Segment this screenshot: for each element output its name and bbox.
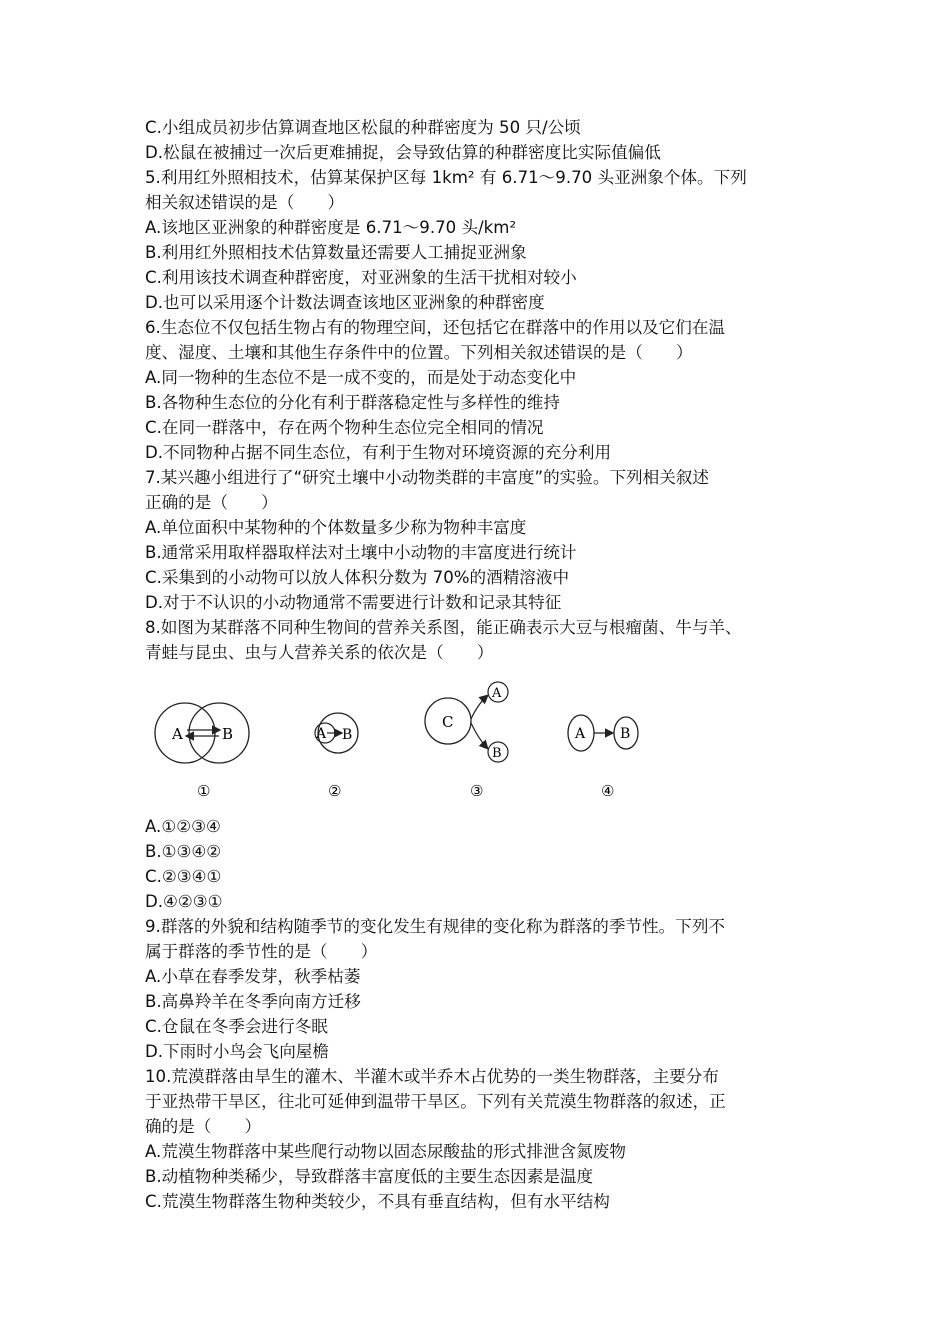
question-6-stem: 6.生态位不仅包括生物占有的物理空间，还包括它在群落中的作用以及它们在温 [145, 318, 726, 337]
question-9-stem: 属于群落的季节性的是（ ） [145, 942, 378, 961]
diagram-1-circle-b [189, 703, 249, 763]
question-10-stem: 确的是（ ） [145, 1117, 262, 1136]
question-5-option-d: D.也可以采用逐个计数法调查该地区亚洲象的种群密度 [145, 293, 545, 312]
question-7-stem: 7.某兴趣小组进行了“研究土壤中小动物类群的丰富度”的实验。下列相关叙述 [145, 468, 710, 487]
diagram-4-predation [568, 715, 638, 800]
diagram-1-circle-a [155, 703, 215, 763]
question-6-option-c: C.在同一群落中，存在两个物种生态位完全相同的情况 [145, 418, 544, 437]
diagram-3-label-a: A [492, 686, 502, 701]
question-7-option-a: A.单位面积中某物种的个体数量多少称为物种丰富度 [145, 518, 527, 537]
diagram-2-parasitism [315, 713, 358, 800]
question-5-stem: 5.利用红外照相技术，估算某保护区每 1km² 有 6.71～9.70 头亚洲象个体。下列 [145, 168, 747, 187]
question-7-option-c: C.采集到的小动物可以放人体积分数为 70%的酒精溶液中 [145, 568, 570, 587]
diagram-4-number: ④ [601, 782, 615, 800]
question-8-option-b: B.①③④② [145, 842, 222, 861]
question-9-stem: 9.群落的外貌和结构随季节的变化发生有规律的变化称为群落的季节性。下列不 [145, 917, 726, 936]
diagram-1-label-a: A [172, 725, 183, 743]
diagram-4-label-b: B [620, 726, 631, 742]
question-6-option-d: D.不同物种占据不同生态位，有利于生物对环境资源的充分利用 [145, 443, 612, 462]
diagram-2-label-a: A [316, 726, 327, 742]
question-8-option-c: C.②③④① [145, 867, 222, 886]
question-7-option-b: B.通常采用取样器取样法对土壤中小动物的丰富度进行统计 [145, 543, 577, 562]
diagram-1-mutualism [155, 703, 249, 800]
diagram-3-arrow-ca [471, 696, 487, 719]
diagram-3-label-c: C [442, 713, 454, 731]
diagram-3-competition [425, 682, 508, 800]
diagram-2-number: ② [328, 782, 342, 800]
question-6-stem: 度、湿度、土壤和其他生存条件中的位置。下列相关叙述错误的是（ ） [145, 343, 693, 362]
question-6-option-b: B.各物种生态位的分化有利于群落稳定性与多样性的维持 [145, 393, 560, 412]
question-5-option-b: B.利用红外照相技术估算数量还需要人工捕捉亚洲象 [145, 243, 527, 262]
question-10-option-a: A.荒漠生物群落中某些爬行动物以固态尿酸盐的形式排泄含氮废物 [145, 1142, 626, 1161]
diagram-3-number: ③ [470, 782, 484, 800]
diagram-3-label-b: B [492, 746, 502, 761]
question-5-stem: 相关叙述错误的是（ ） [145, 193, 345, 212]
question-9-option-a: A.小草在春季发芽，秋季枯萎 [145, 967, 361, 986]
question-8-option-d: D.④②③① [145, 892, 223, 911]
question-10-option-c: C.荒漠生物群落生物种类较少，不具有垂直结构，但有水平结构 [145, 1192, 610, 1211]
text-line: C.小组成员初步估算调查地区松鼠的种群密度为 50 只/公顷 [145, 118, 581, 137]
relationship-figure [145, 672, 665, 807]
question-5-option-c: C.利用该技术调查种群密度，对亚洲象的生活干扰相对较小 [145, 268, 577, 287]
diagram-1-number: ① [197, 782, 211, 800]
question-9-option-b: B.高鼻羚羊在冬季向南方迁移 [145, 992, 361, 1011]
question-9-option-d: D.下雨时小鸟会飞向屋檐 [145, 1042, 329, 1061]
diagram-2-label-b: B [342, 727, 353, 743]
question-5-option-a: A.该地区亚洲象的种群密度是 6.71～9.70 头/km² [145, 218, 517, 237]
question-7-stem: 正确的是（ ） [145, 493, 278, 512]
question-8-option-a: A.①②③④ [145, 817, 221, 836]
question-9-option-c: C.仓鼠在冬季会进行冬眠 [145, 1017, 328, 1036]
question-7-option-d: D.对于不认识的小动物通常不需要进行计数和记录其特征 [145, 593, 562, 612]
question-10-option-b: B.动植物种类稀少，导致群落丰富度低的主要生态因素是温度 [145, 1167, 594, 1186]
text-line: D.松鼠在被捕过一次后更难捕捉，会导致估算的种群密度比实际值偏低 [145, 143, 661, 162]
question-10-stem: 10.荒漠群落由旱生的灌木、半灌木或半乔木占优势的一类生物群落，主要分布 [145, 1067, 719, 1086]
question-6-option-a: A.同一物种的生态位不是一成不变的，而是处于动态变化中 [145, 368, 577, 387]
diagram-3-arrow-cb [471, 723, 487, 748]
diagram-4-label-a: A [575, 726, 586, 742]
question-10-stem: 于亚热带干旱区，往北可延伸到温带干旱区。下列有关荒漠生物群落的叙述，正 [145, 1092, 726, 1111]
question-8-stem: 青蛙与昆虫、虫与人营养关系的依次是（ ） [145, 643, 494, 662]
question-8-stem: 8.如图为某群落不同种生物间的营养关系图，能正确表示大豆与根瘤菌、牛与羊、 [145, 618, 742, 637]
diagram-1-label-b: B [222, 725, 234, 743]
